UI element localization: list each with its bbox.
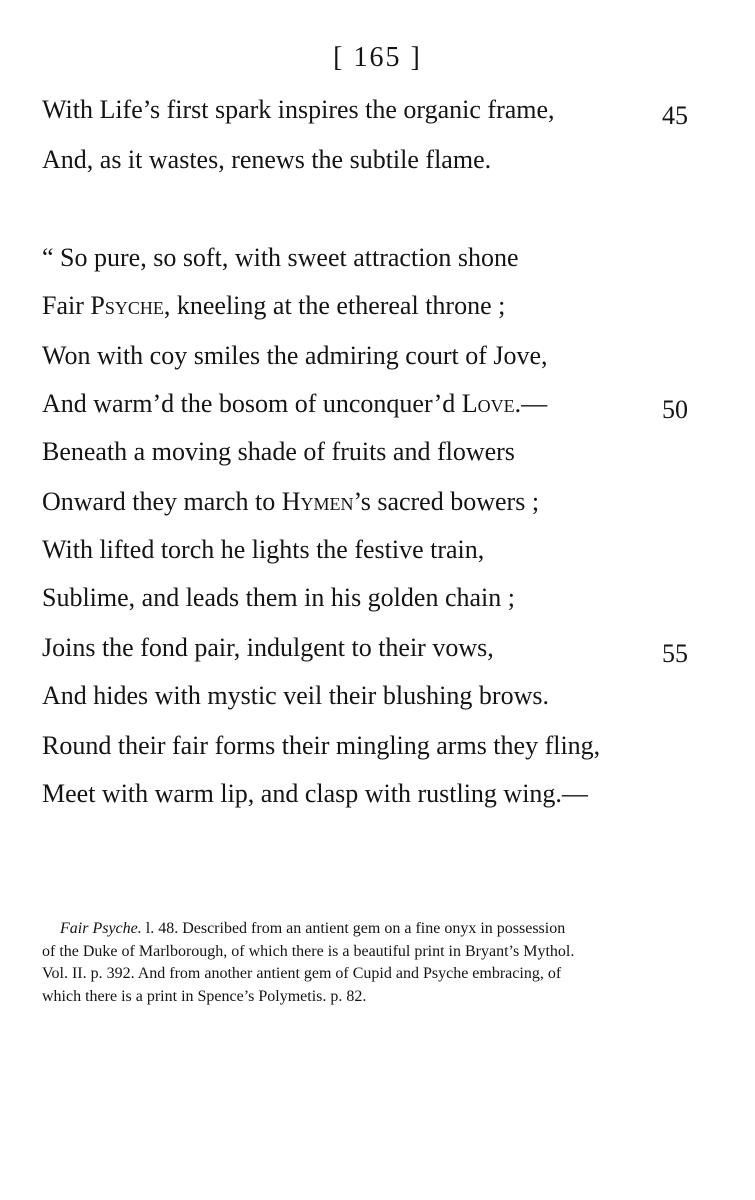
verse-text: “ So pure, so soft, with sweet attraction shone	[42, 243, 519, 272]
footnote-lead: Fair Psyche.	[60, 920, 142, 937]
footnote-line	[42, 986, 702, 1009]
verse-line	[42, 731, 600, 761]
line-number: 50	[662, 395, 688, 424]
verse-text: Beneath a moving shade of fruits and flowers	[42, 437, 515, 466]
verse-line	[42, 535, 484, 565]
verse-text: And warm’d the bosom of unconquer’d	[42, 389, 462, 418]
verse-text: Onward they march to	[42, 487, 282, 516]
page-number: [ 165 ]	[333, 42, 422, 73]
footnote-line	[42, 963, 702, 986]
verse-text: ’s sacred bowers ;	[353, 487, 540, 516]
verse-line	[42, 243, 519, 273]
verse-text: And, as it wastes, renews the subtile flame.	[42, 145, 492, 174]
footnote	[42, 918, 702, 1008]
footnote-text: of the Duke of Marlborough, of which there is a beautiful print in Bryant’s Mythol.	[42, 942, 575, 960]
verse-text: Meet with warm lip, and clasp with rustling wing.—	[42, 779, 588, 808]
verse-line	[42, 389, 547, 419]
verse-text: Sublime, and leads them in his golden chain ;	[42, 583, 515, 612]
verse-name-smallcaps: Hymen	[281, 487, 354, 516]
verse-line	[42, 437, 515, 467]
verse-line	[42, 681, 549, 711]
verse-name-smallcaps: Psyche	[90, 291, 164, 320]
verse-name-smallcaps: Love	[461, 389, 515, 418]
verse-line	[42, 583, 515, 613]
verse-text: , kneeling at the ethereal throne ;	[163, 291, 506, 320]
line-number: 55	[662, 639, 688, 668]
verse-text: Fair	[42, 291, 91, 320]
footnote-text: l. 48. Described from an antient gem on a fine onyx in possession	[141, 920, 566, 937]
footnote-text: Vol. II. p. 392. And from another antient gem of Cupid and Psyche embracing, of	[42, 965, 562, 982]
verse-line	[42, 95, 555, 125]
verse-line	[42, 291, 505, 321]
verse-text: With Life’s first spark inspires the organic frame,	[42, 95, 555, 124]
verse-line	[42, 487, 539, 517]
verse-text: With lifted torch he lights the festive train,	[42, 535, 485, 564]
verse-text: Won with coy smiles the admiring court of Jove,	[42, 341, 548, 370]
footnote-line	[42, 918, 702, 941]
line-number: 45	[662, 101, 688, 130]
verse-text: .—	[514, 389, 548, 418]
verse-line	[42, 145, 491, 175]
verse-text: Joins the fond pair, indulgent to their vows,	[42, 633, 494, 662]
verse-line	[42, 779, 588, 809]
verse-line	[42, 633, 494, 663]
footnote-text: which there is a print in Spence’s Polymetis. p. 82.	[42, 987, 367, 1005]
verse-text: And hides with mystic veil their blushing brows.	[42, 681, 549, 710]
verse-line	[42, 341, 548, 371]
footnote-line	[42, 941, 702, 964]
verse-text: Round their fair forms their mingling arms they fling,	[42, 731, 601, 760]
